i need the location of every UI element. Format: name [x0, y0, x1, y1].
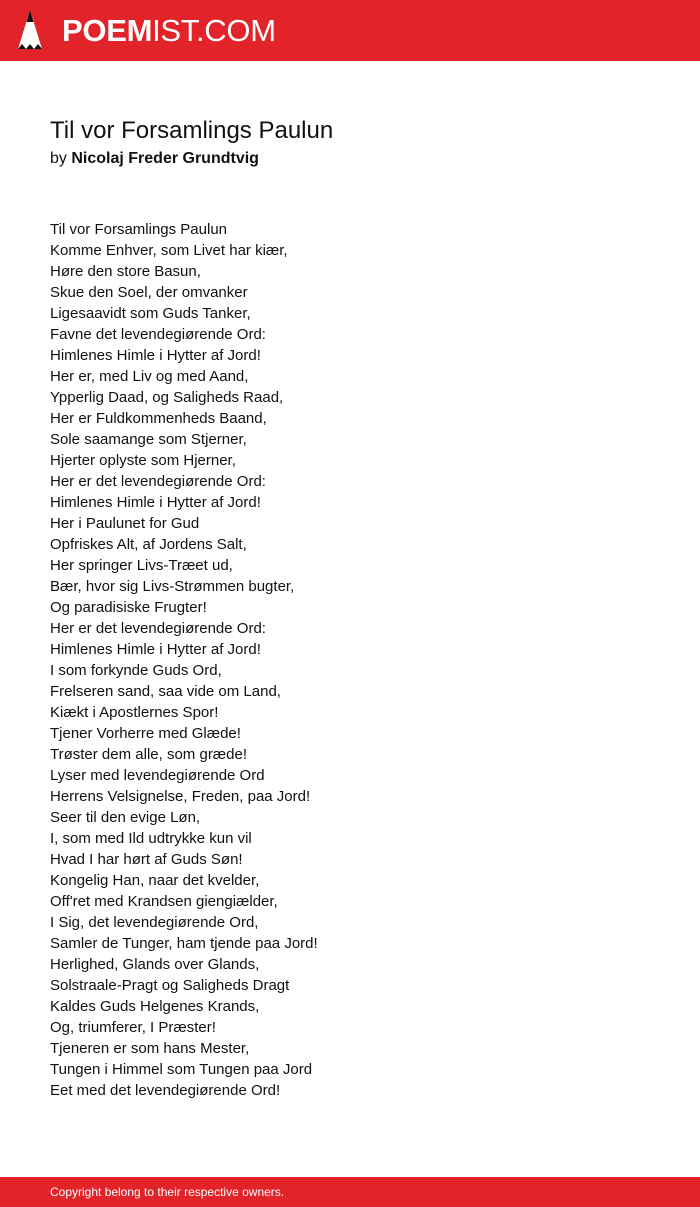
poem-line: Her er det levendegiørende Ord:: [50, 620, 266, 637]
poem-line: I Sig, det levendegiørende Ord,: [50, 914, 259, 931]
poem-line: Hvad I har hørt af Guds Søn!: [50, 851, 243, 868]
poem-line: Bær, hvor sig Livs-Strømmen bugter,: [50, 578, 295, 595]
poem-line: Herrens Velsignelse, Freden, paa Jord!: [50, 788, 311, 805]
poem-byline: [50, 148, 259, 170]
poem-line: Ligesaavidt som Guds Tanker,: [50, 305, 251, 322]
poem-line: Høre den store Basun,: [50, 263, 201, 280]
poem-line: Tjeneren er som hans Mester,: [50, 1040, 250, 1057]
poem-line: Her er Fuldkommenheds Baand,: [50, 410, 267, 427]
poem-line: Tjener Vorherre med Glæde!: [50, 725, 241, 742]
logo-light-text: IST.COM: [152, 13, 276, 48]
poem-line: Himlenes Himle i Hytter af Jord!: [50, 347, 261, 364]
poem-line: Eet med det levendegiørende Ord!: [50, 1082, 281, 1099]
poem-line: Frelseren sand, saa vide om Land,: [50, 683, 281, 700]
poem-line: Lyser med levendegiørende Ord: [50, 767, 265, 784]
poem-line: Kiækt i Apostlernes Spor!: [50, 704, 219, 721]
poem-line: Kaldes Guds Helgenes Krands,: [50, 998, 260, 1015]
poem-line: Her springer Livs-Træet ud,: [50, 557, 233, 574]
poem-line: Og, triumferer, I Præster!: [50, 1019, 216, 1036]
poem-line: Favne det levendegiørende Ord:: [50, 326, 266, 343]
poem-line: Her i Paulunet for Gud: [50, 515, 200, 532]
poem-title: Til vor Forsamlings Paulun: [50, 117, 334, 144]
poem-line: I som forkynde Guds Ord,: [50, 662, 222, 679]
poem-line: Ypperlig Daad, og Saligheds Raad,: [50, 389, 284, 406]
poem-line: Her er, med Liv og med Aand,: [50, 368, 249, 385]
site-logo[interactable]: [62, 10, 276, 52]
site-footer: [0, 1177, 700, 1207]
poem-line: Komme Enhver, som Livet har kiær,: [50, 242, 288, 259]
copyright-text: Copyright belong to their respective owners.: [50, 1185, 285, 1199]
site-header: [0, 0, 700, 61]
poem-line: Trøster dem alle, som græde!: [50, 746, 247, 763]
poem-line: Tungen i Himmel som Tungen paa Jord: [50, 1061, 313, 1078]
poem-line: Skue den Soel, der omvanker: [50, 284, 248, 301]
byline-prefix: by: [50, 150, 67, 167]
poem-line: I, som med Ild udtrykke kun vil: [50, 830, 252, 847]
poem-line: Seer til den evige Løn,: [50, 809, 201, 826]
logo-bold-text: POEM: [62, 13, 153, 48]
poem-line: Opfriskes Alt, af Jordens Salt,: [50, 536, 247, 553]
poem-line: Off'ret med Krandsen giengiælder,: [50, 893, 278, 910]
poem-author: Nicolaj Freder Grundtvig: [71, 150, 259, 167]
poem-line: Samler de Tunger, ham tjende paa Jord!: [50, 935, 318, 952]
poem-body: [50, 219, 318, 1101]
poem-line: Herlighed, Glands over Glands,: [50, 956, 260, 973]
poem-line: Kongelig Han, naar det kvelder,: [50, 872, 260, 889]
pencil-tip-icon[interactable]: [17, 9, 43, 51]
poem-line: Her er det levendegiørende Ord:: [50, 473, 266, 490]
poem-line: Til vor Forsamlings Paulun: [50, 221, 228, 238]
poem-line: Og paradisiske Frugter!: [50, 599, 207, 616]
poem-line: Solstraale-Pragt og Saligheds Dragt: [50, 977, 290, 994]
poem-line: Himlenes Himle i Hytter af Jord!: [50, 494, 261, 511]
poem-line: Himlenes Himle i Hytter af Jord!: [50, 641, 261, 658]
poem-line: Sole saamange som Stjerner,: [50, 431, 247, 448]
poem-line: Hjerter oplyste som Hjerner,: [50, 452, 236, 469]
